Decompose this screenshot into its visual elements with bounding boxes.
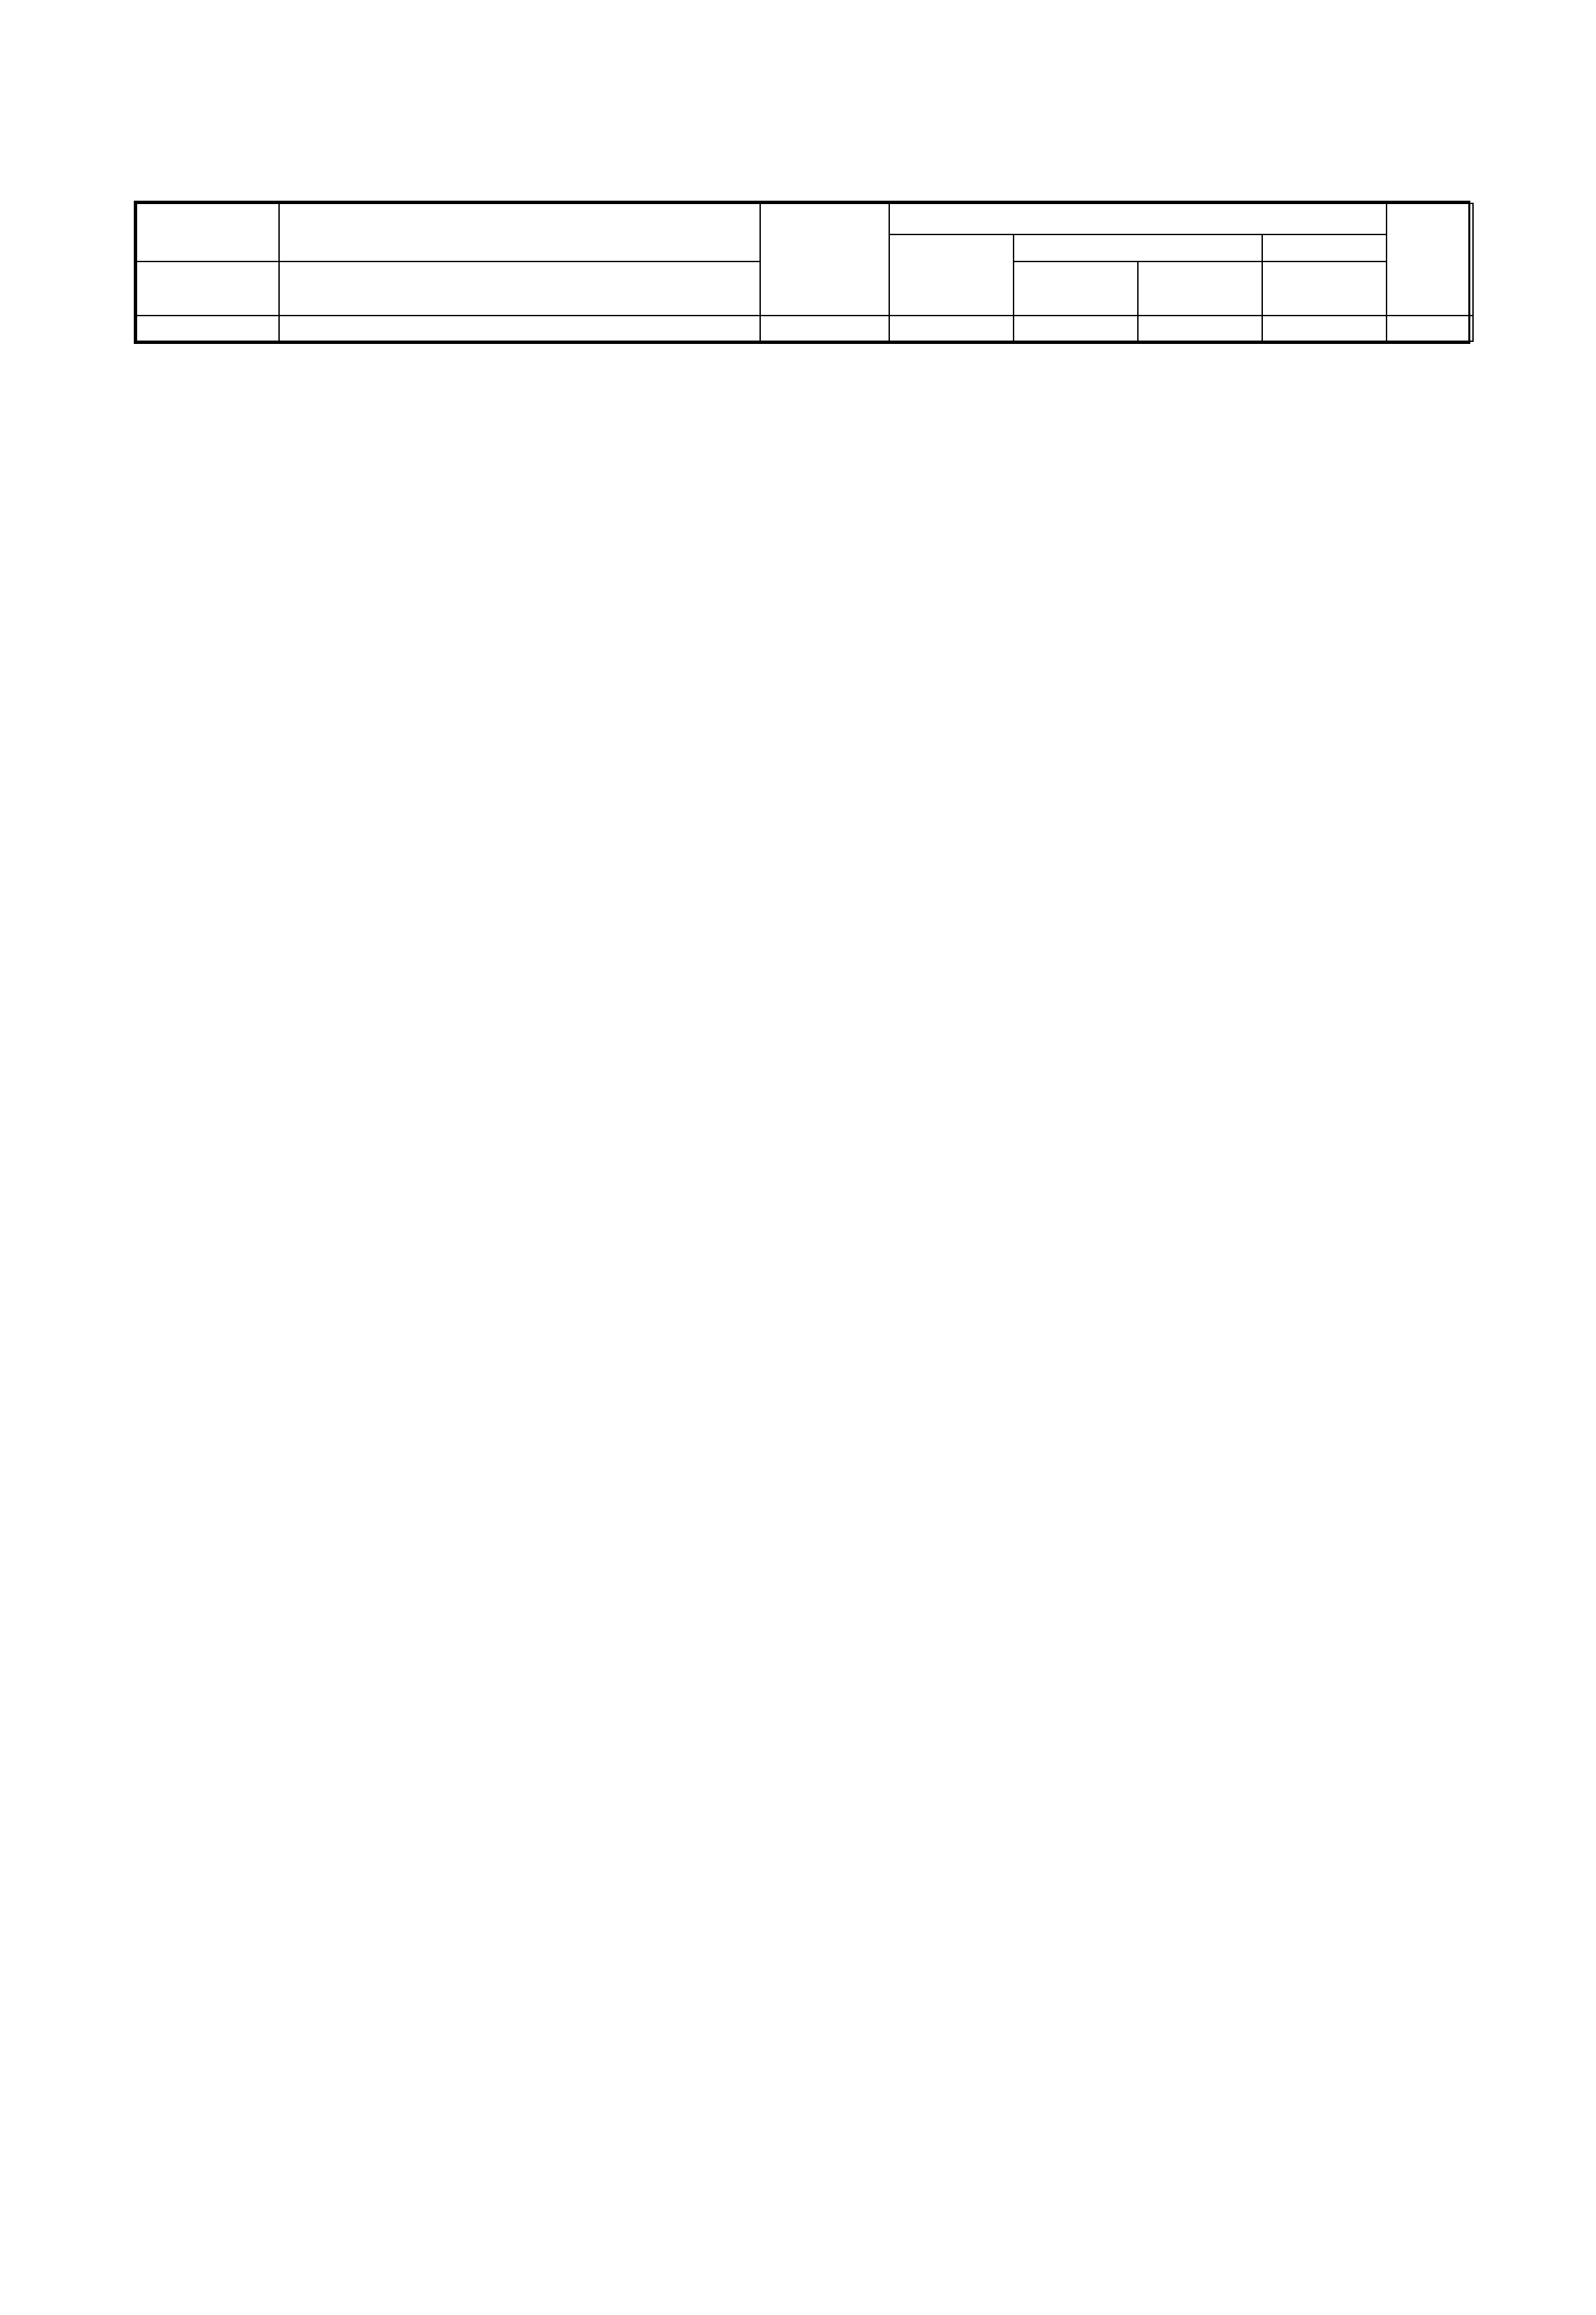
materials-header: [1262, 234, 1387, 262]
col-number: [889, 316, 1014, 341]
machines-header: [1014, 234, 1262, 262]
col1-sub-header: [136, 262, 279, 316]
col-number: [136, 316, 279, 341]
col-number: [760, 316, 889, 341]
col1-header: [136, 203, 279, 262]
col-number: [1262, 316, 1387, 341]
col2-sub-header: [279, 262, 760, 316]
top-table: [136, 203, 1474, 342]
col6-header: [1138, 262, 1262, 316]
col2-header: [279, 203, 760, 262]
price-document: [134, 201, 1470, 344]
col3-header: [760, 203, 889, 316]
col4-header: [889, 234, 1014, 316]
incl-header: [889, 203, 1387, 234]
col-number: [1138, 316, 1262, 341]
col-number: [1014, 316, 1138, 341]
col5-header: [1014, 262, 1138, 316]
col8-header: [1387, 203, 1473, 316]
col-number: [1387, 316, 1473, 341]
col-number: [279, 316, 760, 341]
header-block: [136, 203, 1473, 341]
col7-header: [1262, 262, 1387, 316]
